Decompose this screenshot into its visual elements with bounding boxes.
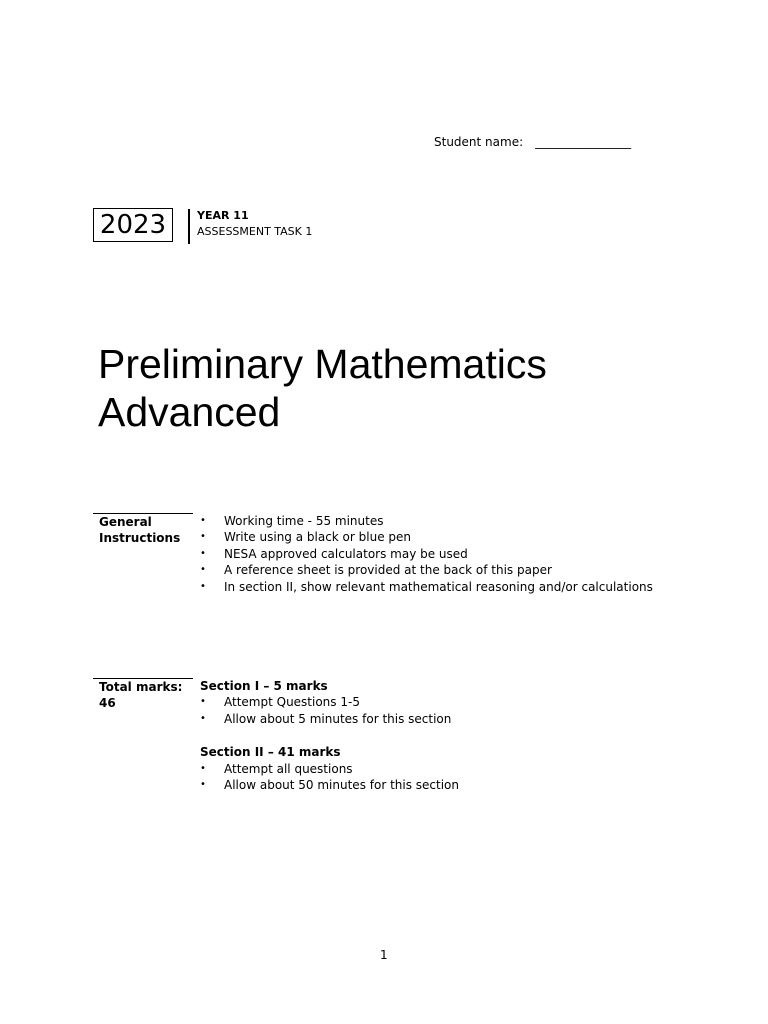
sections-breakdown bbox=[200, 678, 459, 793]
list-item: • Write using a black or blue pen bbox=[200, 529, 653, 545]
student-name-field bbox=[434, 135, 631, 149]
title-line-2: Advanced bbox=[98, 389, 281, 435]
year-box bbox=[93, 208, 173, 242]
general-instructions-list bbox=[200, 513, 653, 595]
year-level-label: YEAR 11 bbox=[197, 209, 249, 222]
list-item: • Allow about 5 minutes for this section bbox=[200, 711, 459, 727]
list-item: • NESA approved calculators may be used bbox=[200, 546, 653, 562]
list-item: • A reference sheet is provided at the back of this paper bbox=[200, 562, 653, 578]
total-marks-label bbox=[93, 678, 193, 711]
section-spacer bbox=[200, 727, 459, 744]
general-instructions-list-wrapper bbox=[200, 513, 653, 595]
list-item: • In section II, show relevant mathematical reasoning and/or calculations bbox=[200, 579, 653, 595]
student-name-label: Student name: bbox=[434, 135, 524, 149]
section-1-list bbox=[200, 694, 459, 727]
assessment-task-label: ASSESSMENT TASK 1 bbox=[197, 225, 313, 238]
general-instructions-label bbox=[93, 513, 193, 546]
total-marks-value: 46 bbox=[99, 696, 116, 710]
title-line-1: Preliminary Mathematics bbox=[98, 341, 547, 387]
section-2-heading: Section II – 41 marks bbox=[200, 745, 341, 760]
list-item: • Attempt Questions 1-5 bbox=[200, 694, 459, 710]
page-title bbox=[98, 340, 547, 436]
total-marks-label-text: Total marks: bbox=[99, 680, 183, 694]
general-instructions-label-line-2: Instructions bbox=[99, 531, 181, 545]
list-item: • Working time - 55 minutes bbox=[200, 513, 653, 529]
list-item: • Attempt all questions bbox=[200, 761, 459, 777]
student-name-line: ________________ bbox=[535, 135, 632, 149]
section-1-heading: Section I – 5 marks bbox=[200, 679, 328, 693]
year-value: 2023 bbox=[99, 210, 167, 240]
list-item: • Allow about 50 minutes for this section bbox=[200, 777, 459, 793]
year-divider bbox=[188, 209, 190, 244]
general-instructions-label-line-1: General bbox=[99, 515, 152, 529]
page-number: 1 bbox=[380, 948, 388, 962]
section-2-list bbox=[200, 761, 459, 794]
